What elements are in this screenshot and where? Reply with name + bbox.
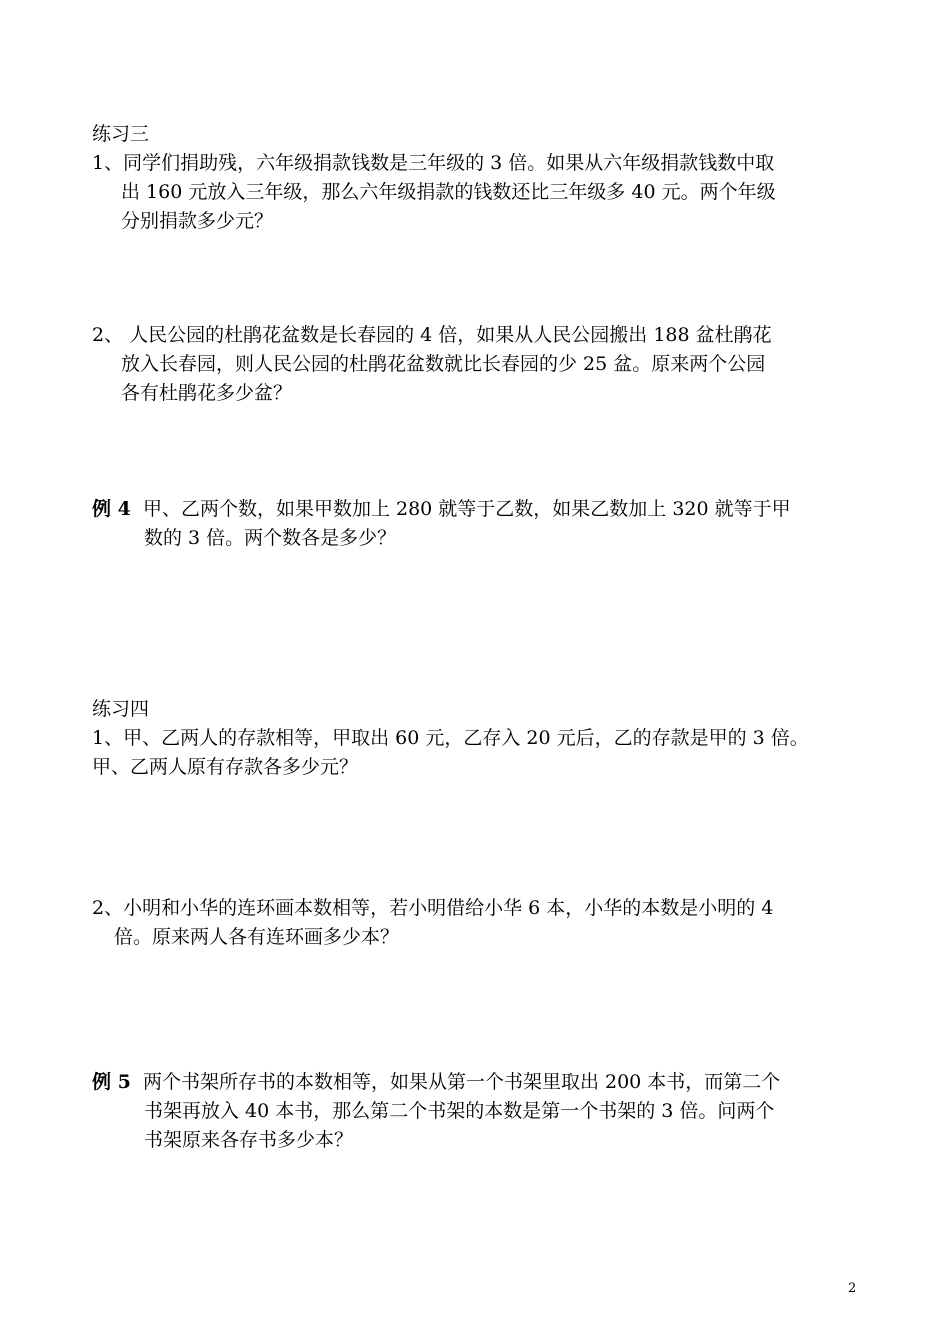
example-5-text: 两个书架所存书的本数相等，如果从第一个书架里取出 200 本书，而第二个 xyxy=(142,1071,781,1093)
question-line: 出 160 元放入三年级，那么六年级捐款的钱数还比三年级多 40 元。两个年级 xyxy=(121,181,776,203)
example-5-text: 书架原来各存书多少本？ xyxy=(144,1129,354,1151)
practice-4-question-2 xyxy=(92,894,862,952)
question-line: 2、 人民公园的杜鹃花盆数是长春园的 4 倍，如果从人民公园搬出 188 盆杜鹃花 xyxy=(92,324,772,346)
question-line: 放入长春园，则人民公园的杜鹃花盆数就比长春园的少 25 盆。原来两个公园 xyxy=(121,353,766,375)
practice-3-section xyxy=(92,120,862,236)
question-line: 倍。原来两人各有连环画多少本？ xyxy=(114,926,400,948)
question-line: 各有杜鹃花多少盆？ xyxy=(121,382,293,404)
practice-4-section xyxy=(92,695,862,782)
question-line: 1、同学们捐助残，六年级捐款钱数是三年级的 3 倍。如果从六年级捐款钱数中取 xyxy=(92,152,775,174)
question-line: 2、小明和小华的连环画本数相等，若小明借给小华 6 本，小华的本数是小明的 4 xyxy=(92,897,774,919)
page-number: 2 xyxy=(848,1281,857,1296)
practice-4-title: 练习四 xyxy=(92,698,150,720)
question-line: 1、甲、乙两人的存款相等，甲取出 60 元，乙存入 20 元后，乙的存款是甲的 3 倍。 xyxy=(92,727,809,749)
example-4 xyxy=(92,495,862,553)
example-4-label: 例 4 xyxy=(92,498,131,520)
question-line: 甲、乙两人原有存款各多少元？ xyxy=(92,756,359,778)
example-5-label: 例 5 xyxy=(92,1071,131,1093)
practice-4-question-1 xyxy=(92,724,862,782)
example-4-text: 数的 3 倍。两个数各是多少？ xyxy=(144,527,397,549)
practice-3-question-2 xyxy=(92,321,862,408)
practice-3-question-1 xyxy=(92,149,862,236)
practice-3-title: 练习三 xyxy=(92,123,150,145)
example-5 xyxy=(92,1068,862,1155)
question-line: 分别捐款多少元？ xyxy=(121,210,274,232)
example-4-text: 甲、乙两个数，如果甲数加上 280 就等于乙数，如果乙数加上 320 就等于甲 xyxy=(142,498,791,520)
example-5-text: 书架再放入 40 本书，那么第二个书架的本数是第一个书架的 3 倍。问两个 xyxy=(144,1100,775,1122)
